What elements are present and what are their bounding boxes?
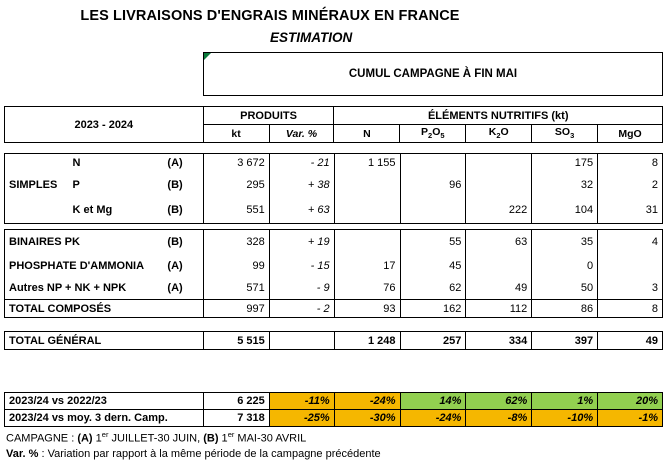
- cell-s: 50: [532, 278, 598, 300]
- cell-mg: 31: [598, 198, 663, 224]
- cumul-label: CUMUL CAMPAGNE À FIN MAI: [348, 68, 518, 80]
- cell-var: -25%: [269, 410, 334, 427]
- data-table: [4, 153, 663, 350]
- cell-p: 96: [400, 172, 466, 198]
- cell-mg: 49: [598, 332, 663, 350]
- cell-s: 0: [532, 254, 598, 278]
- footnote-var-text: : Variation par rapport à la même période de la campagne précédente: [38, 448, 381, 460]
- corner-marker: [204, 53, 211, 60]
- row-tag: (A): [167, 259, 183, 272]
- cell-kt: 328: [203, 230, 269, 254]
- table-row: [5, 198, 663, 224]
- footnote-a-num: 1: [92, 432, 102, 445]
- cell-k: [466, 154, 532, 172]
- footnote-var: [6, 448, 381, 460]
- cell-mg: 2: [598, 172, 663, 198]
- cell-mg: 8: [598, 154, 663, 172]
- cell-n: [334, 172, 400, 198]
- row-label: TOTAL COMPOSÉS: [5, 300, 204, 318]
- cell-mg: 20%: [598, 393, 663, 410]
- cell-var: + 19: [269, 230, 334, 254]
- footnote-b-num: 1: [218, 432, 228, 445]
- page-title: LES LIVRAISONS D'ENGRAIS MINÉRAUX EN FRANCE: [80, 8, 460, 24]
- row-label: K et Mg: [72, 204, 113, 217]
- row-label: Autres NP + NK + NPK: [5, 278, 164, 300]
- cell-kt: 6 225: [203, 393, 269, 410]
- cell-mg: 8: [598, 300, 663, 318]
- cell-k: [466, 254, 532, 278]
- footnote-a-text: JUILLET-30 JUIN,: [108, 432, 204, 445]
- cell-kt: 571: [203, 278, 269, 300]
- row-label: 2023/24 vs moy. 3 dern. Camp.: [5, 410, 204, 427]
- table-row: [5, 278, 663, 300]
- cell-kt: 3 672: [203, 154, 269, 172]
- table-row: [5, 254, 663, 278]
- footnote-var-tag: Var. %: [6, 448, 39, 460]
- header-table: [4, 106, 663, 143]
- cell-mg: [598, 254, 663, 278]
- cell-p: 45: [400, 254, 466, 278]
- cell-kt: 295: [203, 172, 269, 198]
- cell-n: 76: [334, 278, 400, 300]
- cell-s: 104: [532, 198, 598, 224]
- cell-s: 86: [532, 300, 598, 318]
- cell-p: 14%: [400, 393, 466, 410]
- cell-var: - 9: [269, 278, 334, 300]
- cell-mg: 3: [598, 278, 663, 300]
- footnote-campagne: [6, 430, 306, 445]
- group-label-simples: SIMPLES: [5, 172, 69, 198]
- row-label: PHOSPHATE D'AMMONIA: [5, 254, 164, 278]
- k2o-header: $K_2O$: [466, 125, 532, 143]
- table-row: [5, 172, 663, 198]
- cell-k: 112: [466, 300, 532, 318]
- cell-kt: 551: [203, 198, 269, 224]
- row-tag: (B): [167, 235, 183, 248]
- footnote-b-sup: er: [227, 430, 235, 439]
- cell-p: 257: [400, 332, 466, 350]
- var-header: Var. %: [269, 125, 334, 143]
- footnote-prefix: CAMPAGNE :: [6, 432, 78, 445]
- cell-s: 32: [532, 172, 598, 198]
- cell-p: [400, 154, 466, 172]
- cell-s: 175: [532, 154, 598, 172]
- cell-p: 162: [400, 300, 466, 318]
- p2o5-header: $P_2O_5$: [400, 125, 466, 143]
- cell-s: 397: [532, 332, 598, 350]
- elements-header: ÉLÉMENTS NUTRITIFS (kt): [334, 107, 663, 125]
- cell-var: -11%: [269, 393, 334, 410]
- comparison-row: [5, 393, 663, 410]
- cell-n: [334, 198, 400, 224]
- cumul-header: [203, 52, 663, 96]
- produits-header: PRODUITS: [203, 107, 334, 125]
- cell-kt: 99: [203, 254, 269, 278]
- cell-p: 62: [400, 278, 466, 300]
- year-label: 2023 - 2024: [5, 107, 204, 143]
- cell-n: 1 155: [334, 154, 400, 172]
- cell-k: 63: [466, 230, 532, 254]
- cell-var: + 38: [269, 172, 334, 198]
- mgo-header: MgO: [598, 125, 663, 143]
- cell-n: 1 248: [334, 332, 400, 350]
- cell-k: 222: [466, 198, 532, 224]
- so3-header: $SO_3$: [532, 125, 598, 143]
- cell-kt: 5 515: [203, 332, 269, 350]
- cell-k: -8%: [466, 410, 532, 427]
- footnote-b-tag: (B): [203, 432, 219, 445]
- cell-s: 35: [532, 230, 598, 254]
- table-row: [5, 230, 663, 254]
- cell-p: 55: [400, 230, 466, 254]
- row-label: N: [72, 156, 81, 169]
- row-label: P: [72, 178, 80, 191]
- page-subtitle: ESTIMATION: [270, 30, 353, 45]
- footnote-a-tag: (A): [77, 432, 93, 445]
- cell-k: 62%: [466, 393, 532, 410]
- cell-mg: -1%: [598, 410, 663, 427]
- table-row: [5, 300, 663, 318]
- cell-k: [466, 172, 532, 198]
- n-header: N: [334, 125, 400, 143]
- cell-k: 334: [466, 332, 532, 350]
- table-row: [5, 332, 663, 350]
- kt-header: kt: [203, 125, 269, 143]
- footnote-b-text: MAI-30 AVRIL: [234, 432, 307, 445]
- row-tag: (A): [167, 282, 183, 295]
- cell-p: -24%: [400, 410, 466, 427]
- cell-var: - 15: [269, 254, 334, 278]
- comparison-row: [5, 410, 663, 427]
- cell-s: -10%: [532, 410, 598, 427]
- cell-var: - 2: [269, 300, 334, 318]
- comparison-table: [4, 392, 663, 427]
- row-tag: (A): [167, 156, 183, 169]
- cell-kt: 997: [203, 300, 269, 318]
- cell-var: - 21: [269, 154, 334, 172]
- cell-n: -30%: [334, 410, 400, 427]
- cell-n: [334, 230, 400, 254]
- footnote-a-sup: er: [101, 430, 109, 439]
- cell-k: 49: [466, 278, 532, 300]
- cell-n: -24%: [334, 393, 400, 410]
- cell-p: [400, 198, 466, 224]
- cell-mg: 4: [598, 230, 663, 254]
- row-label: TOTAL GÉNÉRAL: [5, 332, 204, 350]
- row-tag: (B): [167, 204, 183, 217]
- row-label: 2023/24 vs 2022/23: [5, 393, 204, 410]
- cell-n: 93: [334, 300, 400, 318]
- row-tag: (B): [167, 178, 183, 191]
- row-label: BINAIRES PK: [5, 230, 164, 254]
- cell-var: + 63: [269, 198, 334, 224]
- cell-n: 17: [334, 254, 400, 278]
- cell-s: 1%: [532, 393, 598, 410]
- cell-kt: 7 318: [203, 410, 269, 427]
- cell-var: [269, 332, 334, 350]
- table-row: [5, 154, 663, 172]
